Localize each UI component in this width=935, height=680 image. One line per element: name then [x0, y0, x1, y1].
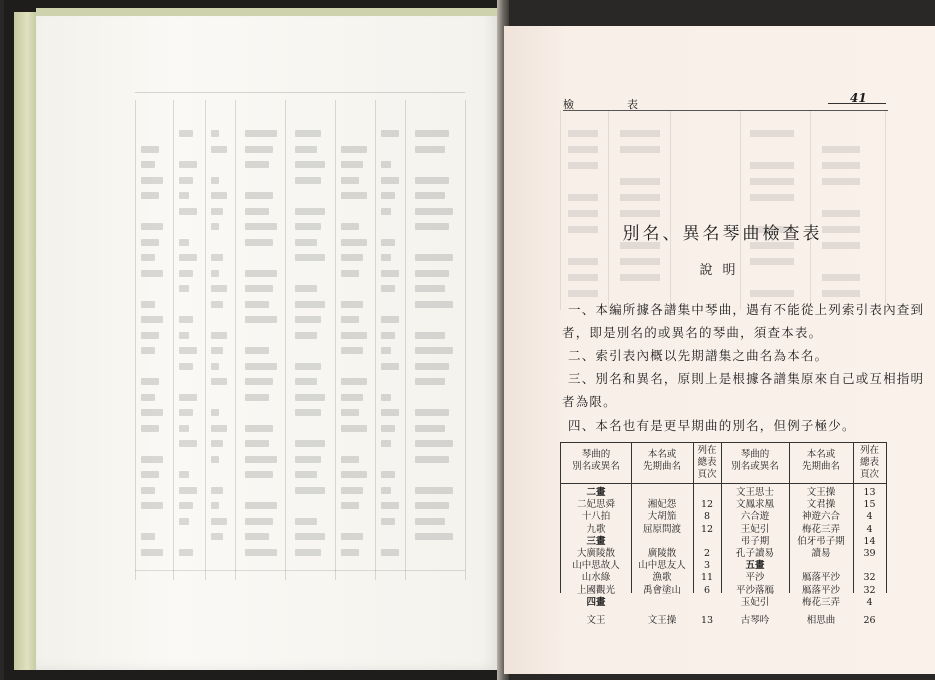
bleed-through-mark	[295, 239, 317, 246]
bleed-through-mark	[381, 254, 391, 261]
table-cell-original: 神遊六合	[801, 511, 840, 523]
table-cell-alias: 九歌	[586, 523, 606, 535]
bleed-through-mark	[295, 409, 321, 416]
bleed-through-mark	[295, 471, 317, 478]
bleed-through-mark	[179, 409, 193, 416]
bleed-through-mark	[245, 161, 269, 168]
table-cell-page: 11	[700, 572, 714, 584]
bleed-through-line	[810, 110, 811, 310]
bleed-through-mark	[211, 533, 223, 540]
bleed-through-mark	[415, 332, 445, 339]
bleed-through-mark	[245, 456, 277, 463]
table-cell-page: 3	[703, 560, 711, 572]
bleed-through-mark	[245, 347, 269, 354]
bleed-through-mark	[179, 239, 189, 246]
running-head-left: 檢	[563, 98, 574, 111]
bleed-through-mark	[141, 301, 155, 308]
table-cell-alias: 古琴吟	[740, 615, 770, 626]
table-cell-alias: 五畫	[745, 560, 765, 572]
bleed-through-mark	[620, 130, 660, 137]
bleed-through-mark	[415, 208, 453, 215]
bleed-through-mark	[245, 502, 277, 509]
bleed-through-mark	[211, 487, 223, 494]
bleed-through-line	[740, 110, 741, 310]
bleed-through-line	[670, 110, 671, 310]
bleed-through-mark	[245, 301, 269, 308]
bleed-through-mark	[141, 487, 155, 494]
bleed-through-mark	[179, 487, 197, 494]
bleed-through-mark	[295, 130, 321, 137]
page-edges	[14, 12, 36, 670]
bleed-through-mark	[295, 363, 321, 370]
bleed-through-mark	[381, 192, 395, 199]
table-cell-page: 13	[863, 487, 876, 498]
bleed-through-mark	[341, 502, 359, 509]
paragraph-line: 者為限。	[562, 394, 617, 409]
bleed-through-mark	[750, 194, 794, 201]
bleed-through-mark	[211, 270, 219, 277]
bleed-through-mark	[415, 347, 453, 354]
bleed-through-mark	[211, 223, 219, 230]
column-header-original: 本名或 先期曲名	[642, 449, 681, 472]
bleed-through-mark	[295, 440, 325, 447]
table-cell-alias: 大廣陵散	[576, 548, 615, 559]
bleed-through-mark	[341, 471, 367, 478]
bleed-through-mark	[141, 394, 155, 401]
bleed-through-mark	[341, 270, 359, 277]
table-cell-original: 相思曲	[806, 615, 836, 626]
bleed-through-mark	[179, 254, 197, 261]
bleed-through-mark	[295, 533, 325, 540]
bleed-through-mark	[245, 471, 273, 478]
bleed-through-mark	[141, 549, 163, 556]
bleed-through-mark	[381, 471, 395, 478]
bleed-through-mark	[381, 161, 391, 168]
bleed-through-mark	[295, 332, 317, 339]
bleed-through-mark	[141, 239, 159, 246]
bleed-through-mark	[381, 394, 391, 401]
bleed-through-mark	[415, 502, 449, 509]
bleed-through-mark	[211, 502, 219, 509]
table-cell-alias: 六合遊	[740, 511, 770, 523]
table-cell-page: 32	[863, 572, 876, 584]
table-cell-page: 4	[866, 523, 873, 535]
bleed-through-mark	[141, 192, 159, 199]
bleed-through-mark	[141, 161, 155, 168]
bleed-through-line	[173, 100, 174, 580]
bleed-through-mark	[295, 316, 321, 323]
bleed-through-mark	[341, 347, 363, 354]
table-cell-original: 文王操	[806, 487, 836, 498]
bleed-through-mark	[245, 130, 277, 137]
bleed-through-mark	[211, 177, 219, 184]
bleed-through-mark	[179, 130, 193, 137]
bleed-through-mark	[341, 177, 359, 184]
bleed-through-mark	[620, 146, 660, 153]
bleed-through-mark	[381, 363, 399, 370]
bleed-through-mark	[179, 332, 189, 339]
bleed-through-table	[135, 100, 465, 580]
bleed-through-mark	[179, 502, 193, 509]
bleed-through-mark	[141, 347, 155, 354]
bleed-through-mark	[568, 130, 598, 137]
bleed-through-mark	[341, 146, 367, 153]
column-header-page: 列在 總表 頁次	[697, 445, 717, 480]
bleed-through-mark	[381, 270, 399, 277]
bleed-through-mark	[179, 208, 197, 215]
table-cell-alias: 文鳳求凰	[735, 499, 774, 511]
bleed-through-mark	[245, 363, 277, 370]
bleed-through-mark	[245, 440, 269, 447]
bleed-through-mark	[568, 146, 598, 153]
bleed-through-mark	[295, 254, 325, 261]
bleed-through-mark	[620, 194, 660, 201]
bleed-through-mark	[245, 378, 273, 385]
bleed-through-mark	[211, 456, 219, 463]
paragraph-line: 四、本名也有是更早期曲的別名，但例子極少。	[568, 418, 856, 433]
bleed-through-mark	[750, 130, 794, 137]
bleed-through-mark	[822, 146, 860, 153]
table-cell-page: 8	[703, 511, 711, 523]
table-cell-alias: 王妃引	[740, 523, 770, 535]
bleed-through-mark	[415, 378, 445, 385]
bleed-through-line	[405, 100, 406, 580]
table-cell-original: 屈原問渡	[642, 523, 681, 535]
column-header-page: 列在 總表 頁次	[859, 445, 879, 480]
bleed-through-line	[465, 100, 466, 580]
bleed-through-mark	[415, 456, 449, 463]
bleed-through-mark	[415, 223, 449, 230]
bleed-through-mark	[295, 223, 321, 230]
table-cell-alias: 孔子讀易	[735, 548, 774, 559]
bleed-through-mark	[295, 518, 317, 525]
bleed-through-mark	[415, 130, 449, 137]
bleed-through-mark	[211, 146, 227, 153]
table-cell-page: 6	[703, 584, 711, 596]
bleed-through-mark	[141, 378, 159, 385]
bleed-through-mark	[822, 210, 860, 217]
table-cell-page: 4	[866, 511, 873, 523]
table-cell-page: 14	[863, 535, 876, 547]
bleed-through-mark	[179, 316, 193, 323]
bleed-through-mark	[211, 363, 219, 370]
section-heading: 說明	[699, 263, 746, 278]
bleed-through-mark	[341, 239, 367, 246]
bleed-through-mark	[211, 518, 227, 525]
bleed-through-mark	[341, 301, 363, 308]
table-cell-page: 12	[700, 523, 714, 535]
alias-lookup-table	[560, 442, 887, 626]
bleed-through-mark	[381, 347, 391, 354]
bleed-through-mark	[141, 533, 155, 540]
bleed-through-mark	[381, 518, 395, 525]
table-cell-original: 讀易	[811, 548, 831, 559]
table-cell-original: 漁歌	[652, 572, 672, 584]
bleed-through-mark	[381, 409, 399, 416]
bleed-through-line	[885, 110, 886, 310]
bleed-through-mark	[381, 239, 395, 246]
bleed-through-mark	[179, 270, 193, 277]
bleed-through-mark	[295, 549, 321, 556]
table-cell-page: 39	[863, 548, 876, 559]
table-cell-alias: 弔子期	[740, 535, 770, 547]
bleed-through-mark	[415, 254, 453, 261]
column-header-alias: 琴曲的 別名或異名	[572, 449, 620, 472]
table-cell-original: 文王操	[647, 615, 677, 626]
bleed-through-mark	[245, 285, 273, 292]
bleed-through-line	[285, 100, 286, 580]
bleed-through-mark	[141, 332, 159, 339]
bleed-through-mark	[341, 161, 363, 168]
bleed-through-mark	[381, 285, 395, 292]
bleed-through-mark	[179, 177, 193, 184]
bleed-through-mark	[245, 316, 277, 323]
bleed-through-line	[560, 110, 561, 310]
bleed-through-mark	[415, 285, 445, 292]
bleed-through-mark	[245, 518, 273, 525]
bleed-through-mark	[381, 502, 399, 509]
table-cell-alias: 文王	[586, 615, 606, 626]
bleed-through-mark	[341, 378, 367, 385]
bleed-through-mark	[750, 290, 794, 297]
table-cell-page: 32	[863, 584, 876, 596]
bleed-through-line	[608, 110, 609, 310]
bleed-through-mark	[245, 533, 269, 540]
bleed-through-mark	[568, 290, 598, 297]
bleed-through-mark	[341, 409, 359, 416]
bleed-through-mark	[179, 425, 189, 432]
bleed-through-mark	[245, 146, 273, 153]
bleed-through-mark	[211, 130, 219, 137]
bleed-through-mark	[415, 425, 445, 432]
table-cell-alias: 上國觀光	[576, 584, 615, 596]
bleed-through-mark	[179, 285, 189, 292]
bleed-through-mark	[179, 394, 197, 401]
bleed-through-mark	[822, 290, 860, 297]
table-cell-original: 湘妃怨	[647, 499, 677, 511]
bleed-through-mark	[295, 177, 321, 184]
bleed-through-mark	[245, 239, 273, 246]
bleed-through-mark	[211, 378, 227, 385]
bleed-through-mark	[141, 409, 163, 416]
bleed-through-mark	[750, 162, 794, 169]
bleed-through-mark	[295, 378, 317, 385]
table-cell-alias: 二畫	[586, 487, 606, 498]
bleed-through-mark	[141, 316, 163, 323]
bleed-through-mark	[341, 254, 363, 261]
bleed-through-mark	[568, 162, 598, 169]
bleed-through-mark	[179, 161, 197, 168]
bleed-through-mark	[381, 440, 391, 447]
bleed-through-mark	[381, 130, 399, 137]
bleed-through-mark	[415, 146, 445, 153]
bleed-through-mark	[211, 192, 227, 199]
bleed-through-mark	[341, 332, 367, 339]
bleed-through-mark	[211, 409, 219, 416]
table-cell-original: 山中思友人	[638, 560, 686, 572]
page-number: 41	[850, 91, 867, 105]
table-header-rule	[561, 483, 886, 484]
bleed-through-mark	[141, 425, 159, 432]
bleed-through-mark	[179, 440, 197, 447]
bleed-through-mark	[245, 425, 273, 432]
bleed-through-mark	[295, 161, 325, 168]
table-cell-page: 12	[700, 499, 714, 511]
bleed-through-mark	[822, 178, 860, 185]
bleed-through-mark	[822, 162, 860, 169]
bleed-through-mark	[211, 425, 227, 432]
bleed-through-mark	[295, 487, 325, 494]
bleed-through-mark	[341, 192, 367, 199]
bleed-through-mark	[341, 394, 363, 401]
table-cell-alias: 平沙落鴈	[735, 584, 774, 596]
table-cell-page: 26	[863, 615, 876, 626]
bleed-through-mark	[415, 177, 449, 184]
bleed-through-mark	[295, 208, 325, 215]
table-cell-page: 13	[700, 615, 714, 626]
bleed-through-mark	[415, 487, 453, 494]
table-cell-alias: 十八拍	[581, 511, 611, 523]
bleed-through-mark	[141, 177, 163, 184]
table-cell-original: 伯牙弔子期	[797, 535, 845, 547]
bleed-through-mark	[211, 440, 223, 447]
table-cell-original: 廣陵散	[647, 548, 677, 559]
bleed-through-mark	[415, 363, 449, 370]
cover-strip	[36, 8, 500, 16]
bleed-through-mark	[211, 254, 223, 261]
bleed-through-mark	[211, 301, 223, 308]
bleed-through-line	[375, 100, 376, 580]
bleed-through-mark	[341, 487, 363, 494]
table-cell-alias: 平沙	[745, 572, 765, 584]
bleed-through-mark	[750, 178, 794, 185]
bleed-through-mark	[141, 223, 163, 230]
table-cell-original: 文君操	[806, 499, 836, 511]
bleed-through-mark	[415, 409, 449, 416]
table-cell-original: 梅花三弄	[801, 596, 840, 608]
bleed-through-mark	[141, 146, 159, 153]
table-cell-original: 梅花三弄	[801, 523, 840, 535]
table-cell-alias: 三畫	[586, 535, 606, 547]
bleed-through-mark	[295, 285, 317, 292]
bleed-through-mark	[245, 549, 277, 556]
bleed-through-mark	[141, 456, 163, 463]
bleed-through-mark	[179, 549, 193, 556]
bleed-through-rule	[135, 570, 465, 571]
bleed-through-mark	[341, 223, 359, 230]
bleed-through-mark	[381, 425, 395, 432]
bleed-through-line	[135, 100, 136, 580]
table-cell-page: 15	[863, 499, 876, 511]
bleed-through-mark	[179, 192, 189, 199]
table-cell-page: 2	[703, 548, 711, 559]
bleed-through-line	[205, 100, 206, 580]
bleed-through-mark	[415, 533, 453, 540]
bleed-through-mark	[295, 301, 325, 308]
bleed-through-mark	[179, 363, 193, 370]
bleed-through-mark	[245, 270, 277, 277]
table-cell-alias: 山水綠	[581, 572, 611, 584]
bleed-through-mark	[415, 301, 453, 308]
bleed-through-mark	[141, 502, 163, 509]
bleed-through-mark	[381, 177, 399, 184]
bleed-through-mark	[415, 192, 445, 199]
bleed-through-mark	[141, 270, 163, 277]
bleed-through-rule	[135, 92, 465, 97]
bleed-through-mark	[620, 210, 660, 217]
table-cell-original: 鴈落平沙	[801, 584, 840, 596]
bleed-through-line	[235, 100, 236, 580]
column-header-original: 本名或 先期曲名	[801, 449, 840, 472]
bleed-through-mark	[179, 347, 197, 354]
bleed-through-mark	[381, 549, 399, 556]
table-cell-alias: 四畫	[586, 596, 606, 608]
header-rule	[563, 110, 888, 111]
bleed-through-table	[560, 110, 885, 310]
bleed-through-mark	[179, 518, 189, 525]
bleed-through-mark	[381, 316, 399, 323]
bleed-through-mark	[211, 347, 223, 354]
running-head-right: 表	[627, 98, 638, 111]
paragraph-line: 三、別名和異名，原則上是根據各譜集原來自己或互相指明	[568, 371, 925, 386]
bleed-through-mark	[568, 194, 598, 201]
bleed-through-mark	[381, 487, 391, 494]
bleed-through-mark	[211, 208, 223, 215]
table-cell-alias: 玉妃引	[740, 596, 770, 608]
bleed-through-mark	[341, 549, 359, 556]
bleed-through-mark	[245, 223, 277, 230]
bleed-through-mark	[415, 518, 445, 525]
bleed-through-mark	[141, 471, 159, 478]
bleed-through-mark	[245, 394, 269, 401]
bleed-through-mark	[341, 456, 359, 463]
bleed-through-mark	[415, 440, 453, 447]
bleed-through-line	[335, 100, 336, 580]
bleed-through-mark	[295, 146, 317, 153]
paragraph-line: 者，即是別名的或異名的琴曲，須查本表。	[562, 325, 823, 340]
bleed-through-mark	[341, 316, 359, 323]
table-cell-page: 4	[866, 596, 873, 608]
table-cell-original: 鴈落平沙	[801, 572, 840, 584]
bleed-through-mark	[341, 533, 363, 540]
bleed-through-mark	[620, 178, 660, 185]
bleed-through-mark	[245, 208, 269, 215]
bleed-through-mark	[381, 332, 395, 339]
bleed-through-mark	[245, 192, 273, 199]
bleed-through-mark	[211, 285, 227, 292]
bleed-through-mark	[295, 456, 321, 463]
bleed-through-mark	[568, 210, 598, 217]
paragraph-line: 一、本編所據各譜集中琴曲，遇有不能從上列索引表內查到	[568, 302, 925, 317]
table-cell-alias: 山中思故人	[572, 560, 620, 572]
bleed-through-mark	[179, 471, 189, 478]
bleed-through-mark	[295, 394, 325, 401]
table-cell-original: 禹會塗山	[642, 584, 681, 596]
bleed-through-mark	[211, 332, 227, 339]
bleed-through-mark	[381, 208, 391, 215]
paragraph-line: 二、索引表內概以先期譜集之曲名為本名。	[568, 348, 829, 363]
column-header-alias: 琴曲的 別名或異名	[731, 449, 779, 472]
table-cell-alias: 二妃思舜	[576, 499, 615, 511]
bleed-through-mark	[415, 270, 449, 277]
bleed-through-mark	[141, 254, 155, 261]
bleed-through-mark	[341, 425, 367, 432]
table-cell-original: 大胡笳	[647, 511, 677, 523]
page-title: 別名、異名琴曲檢查表	[622, 224, 823, 244]
table-cell-alias: 文王思士	[735, 487, 774, 498]
